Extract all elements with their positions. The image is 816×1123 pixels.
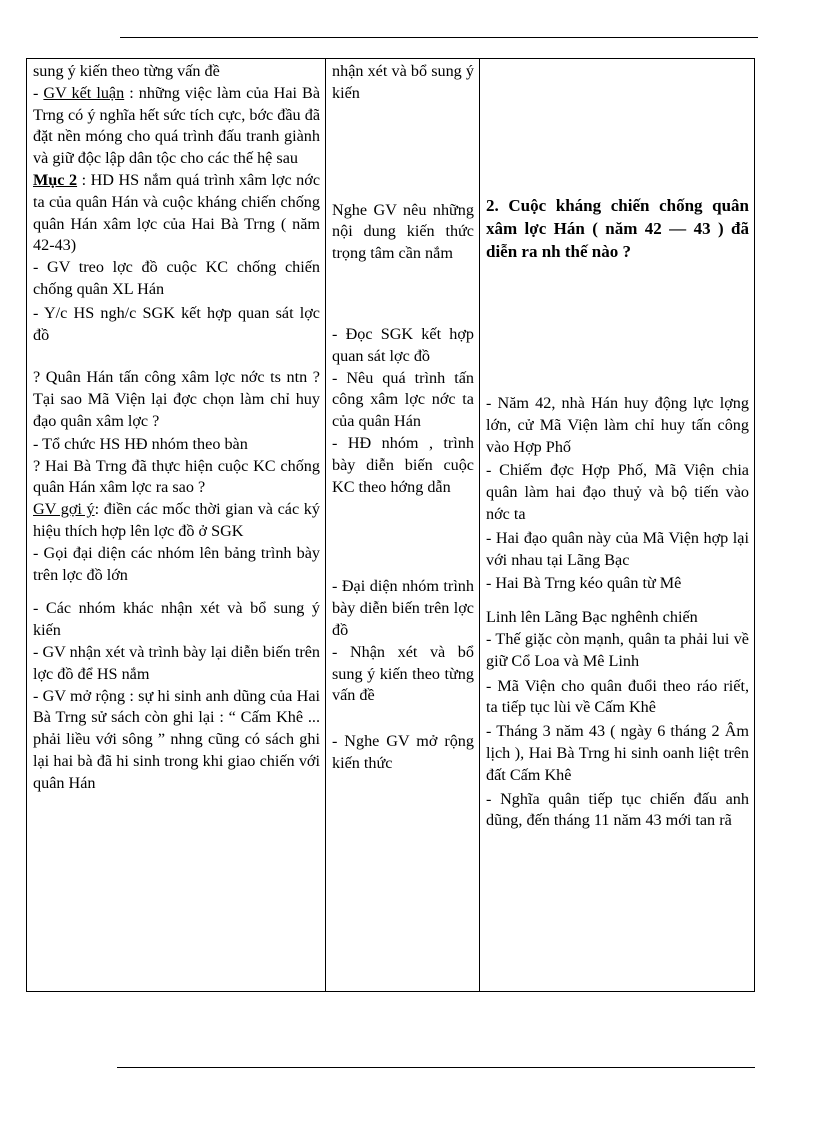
student-line: - Đại diện nhóm trình bày diễn biến trên lợc đồ [332, 577, 474, 639]
teacher-conclusion: - GV kết luận : những việc làm của Hai Bà Trng có ý nghĩa hết sức tích cực, bớc đầu đã đặt nền móng cho quá trình đấu tranh giành và giữ độc lập dân tộc cho các thế hệ sau [33, 83, 321, 168]
student-line: Nghe GV nêu những nội dung kiến thức trọng tâm cần nắm [332, 200, 474, 263]
teacher-question: ? Hai Bà Trng đã thực hiện cuộc KC chống quân Hán xâm lợc ra sao ? [33, 456, 320, 497]
content-item: - Thế giặc còn mạnh, quân ta phải lui về giữ Cổ Loa và Mê Linh [486, 629, 749, 670]
content-item: - Mã Viện cho quân đuổi theo ráo riết, ta tiếp tục lùi về Cấm Khê [486, 676, 749, 717]
teacher-line: - Y/c HS ngh/c SGK kết hợp quan sát lợc đồ [33, 303, 320, 344]
content-item: - Tháng 3 năm 43 ( ngày 6 tháng 2 Âm lịch ), Hai Bà Trng hi sinh oanh liệt trên đất Cấm Khê [486, 722, 749, 784]
muc2-paragraph: Mục 2 : HD HS nắm quá trình xâm lợc nớc ta của quân Hán và cuộc kháng chiến chống quân Hán xâm lợc của Hai Bà Trng ( năm 42-43) [33, 170, 321, 255]
gv-ket-luan-label: GV kết luận [43, 83, 125, 102]
content-item: Linh lên Lãng Bạc nghênh chiến [486, 608, 698, 627]
content-item: - Chiếm đợc Hợp Phố, Mã Viện chia quân làm hai đạo thuỷ và bộ tiến vào nớc ta [486, 461, 749, 523]
student-line: - Nghe GV mở rộng kiến thức [332, 732, 474, 772]
teacher-line: - GV treo lợc đồ cuộc KC chống chiến chống quân XL Hán [33, 258, 320, 298]
header-rule [120, 37, 758, 38]
teacher-line: - GV nhận xét và trình bày lại diễn biến trên lợc đồ để HS nắm [33, 642, 320, 683]
section-title: 2. Cuộc kháng chiến chống quân xâm lợc Hán ( năm 42 — 43 ) đã diễn ra nh thế nào ? [486, 196, 749, 261]
teacher-hint: GV gợi ý: điền các mốc thời gian và các ký hiệu thích hợp lên lợc đồ ở SGK [33, 500, 320, 540]
table-row [27, 59, 755, 992]
content-column [480, 59, 755, 992]
student-line: - Đọc SGK kết hợp quan sát lợc đồ [332, 324, 474, 365]
footer-rule [117, 1067, 755, 1068]
content-item: - Nghĩa quân tiếp tục chiến đấu anh dũng, đến tháng 11 năm 43 mới tan rã [486, 789, 749, 830]
student-line: nhận xét và bổ sung ý kiến [332, 62, 474, 102]
teacher-line: - Tổ chức HS HĐ nhóm theo bàn [33, 434, 248, 453]
content-item: - Hai Bà Trng kéo quân từ Mê [486, 574, 682, 593]
teacher-activity-column [27, 59, 326, 992]
student-line: - Nêu quá trình tấn công xâm lợc nớc ta của quân Hán [332, 368, 474, 431]
teacher-line: sung ý kiến theo từng vấn đề [33, 62, 220, 80]
muc2-label: Mục 2 [33, 170, 78, 189]
teacher-question: ? Quân Hán tấn công xâm lợc nớc ts ntn ? Tại sao Mã Viện lại đợc chọn làm chỉ huy đạo quân xâm lợc ? [33, 368, 320, 430]
gv-goi-y-label: GV gợi ý [33, 500, 95, 519]
student-line: - HĐ nhóm , trình bày diễn biến cuộc KC theo hớng dẫn [332, 433, 474, 496]
teacher-line: - GV mở rộng : sự hi sinh anh dũng của Hai Bà Trng sử sách còn ghi lại : “ Cấm Khê ... phải liều với sông ” nhng cũng có sách ghi lại hai bà đã hi sinh trong khi giao chiến với quân Hán [33, 686, 320, 792]
student-activity-column [326, 59, 480, 992]
content-item: - Năm 42, nhà Hán huy động lực lợng lớn, cử Mã Viện làm chỉ huy tấn công vào Hợp Phố [486, 394, 749, 456]
teacher-line: - Gọi đại diện các nhóm lên bảng trình bày trên lợc đồ lớn [33, 543, 320, 584]
lesson-table [26, 58, 755, 992]
content-item: - Hai đạo quân này của Mã Viện hợp lại với nhau tại Lãng Bạc [486, 528, 749, 569]
student-line: - Nhận xét và bổ sung ý kiến theo từng vấn đề [332, 642, 474, 705]
teacher-line: - Các nhóm khác nhận xét và bổ sung ý kiến [33, 599, 320, 640]
